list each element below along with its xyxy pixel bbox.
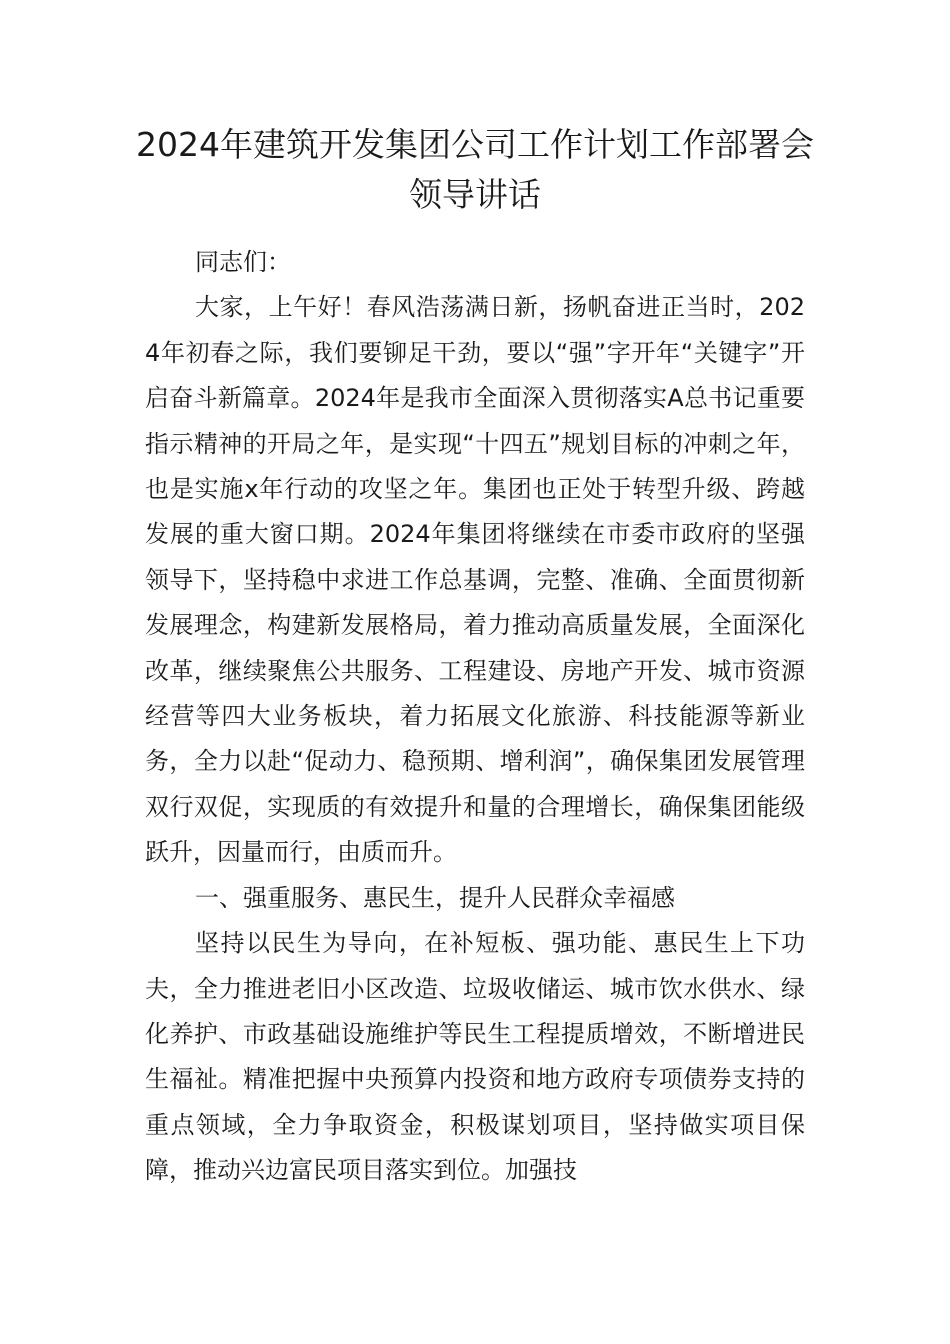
document-body (145, 240, 805, 1194)
document-title: 2024年建筑开发集团公司工作计划工作部署会领导讲话 (136, 125, 814, 214)
salutation: 同志们： (195, 248, 291, 276)
opening-paragraph: 大家，上午好！春风浩荡满日新，扬帆奋进正当时，2024年初春之际，我们要铆足干劲，要以“强”字开年“关键字”开启奋斗新篇章。2024年是我市全面深入贯彻落实A总书记重要指示精神的开局之年，是实现“十四五”规划目标的冲刺之年，也是实施x年行动的攻坚之年。集团也正处于转型升级、跨越发展的重大窗口期。2024年集团将继续在市委市政府的坚强领导下，坚持稳中求进工作总基调，完整、准确、全面贯彻新发展理念，构建新发展格局，着力推动高质量发展，全面深化改革，继续聚焦公共服务、工程建设、房地产开发、城市资源经营等四大业务板块，着力拓展文化旅游、科技能源等新业务，全力以赴“促动力、稳预期、增利润”，确保集团发展管理双行双促，实现质的有效提升和量的合理增长，确保集团能级跃升，因量而行，由质而升。 (145, 293, 805, 867)
section-paragraph: 坚持以民生为导向，在补短板、强功能、惠民生上下功夫，全力推进老旧小区改造、垃圾收储运、城市饮水供水、绿化养护、市政基础设施维护等民生工程提质增效，不断增进民生福祉。精准把握中央预算内投资和地方政府专项债券支持的重点领域，全力争取资金，积极谋划项目，坚持做实项目保障，推动兴边富民项目落实到位。加强技 (145, 929, 805, 1185)
section-heading: 一、强重服务、惠民生，提升人民群众幸福感 (195, 883, 675, 912)
